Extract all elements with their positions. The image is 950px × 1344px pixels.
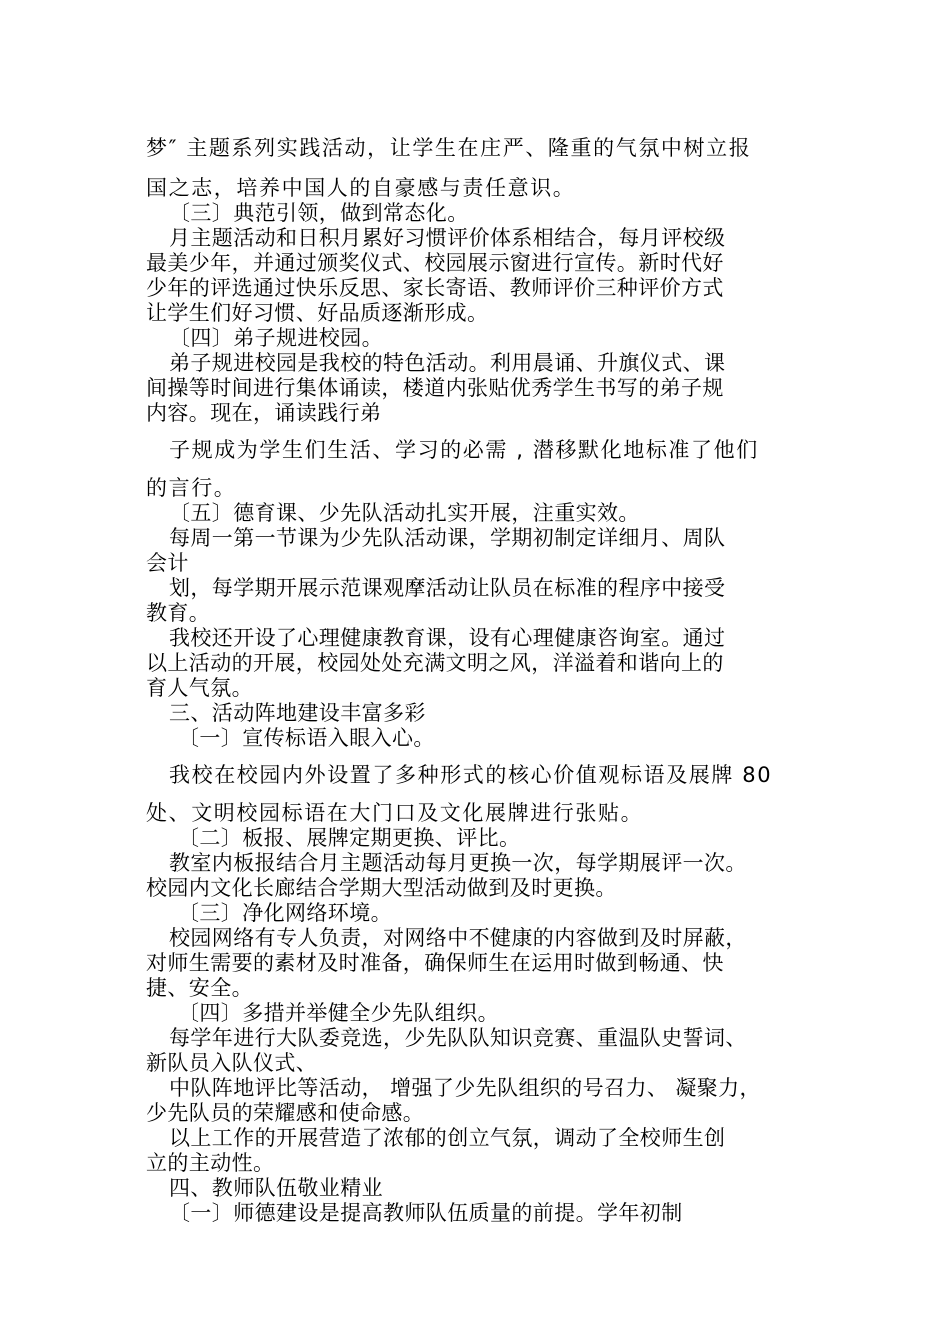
paragraph-line: 会计 xyxy=(146,551,189,575)
section-heading: 四、教师队伍敬业精业 xyxy=(169,1176,383,1200)
paragraph-line: 划，每学期开展示范课观摩活动让队员在标准的程序中接受 xyxy=(169,576,726,600)
paragraph-line: 我校还开设了心理健康教育课，设有心理健康咨询室。通过 xyxy=(169,626,726,650)
paragraph-line: 梦″ 主题系列实践活动，让学生在庄严、隆重的气氛中树立报 xyxy=(146,136,752,160)
section-heading: 〔四〕多措并举健全少先队组织。 xyxy=(178,1001,499,1025)
paragraph-line: 以上活动的开展，校园处处充满文明之风，洋溢着和谐向上的 xyxy=(146,651,724,675)
paragraph-line: 少先队员的荣耀感和使命感。 xyxy=(146,1101,425,1125)
paragraph-line: 每周一第一节课为少先队活动课，学期初制定详细月、周队 xyxy=(169,526,726,550)
section-heading: 三、活动阵地建设丰富多彩 xyxy=(169,701,426,725)
paragraph-line: 子规成为学生们生活、学习的必需 , 潜移默化地标准了他们 xyxy=(169,438,759,462)
paragraph-line: 我校在校园内外设置了多种形式的核心价值观标语及展牌 80 xyxy=(169,763,773,787)
paragraph-line: 月主题活动和日积月累好习惯评价体系相结合，每月评校级 xyxy=(169,226,726,250)
paragraph-line: 捷、安全。 xyxy=(146,976,253,1000)
paragraph-line: 中队阵地评比等活动， 增强了少先队组织的号召力、 凝聚力， xyxy=(169,1076,761,1100)
paragraph-line: 间操等时间进行集体诵读，楼道内张贴优秀学生书写的弟子规 xyxy=(146,376,724,400)
paragraph-line: 校园网络有专人负责，对网络中不健康的内容做到及时屏蔽， xyxy=(169,926,747,950)
paragraph-line: 内容。现在，诵读践行弟 xyxy=(146,401,382,425)
paragraph-line: 立的主动性。 xyxy=(146,1151,275,1175)
section-heading: 〔四〕弟子规进校园。 xyxy=(169,326,383,350)
paragraph-line: 以上工作的开展营造了浓郁的创立气氛，调动了全校师生创 xyxy=(169,1126,726,1150)
section-heading: 〔一〕师德建设是提高教师队伍质量的前提。学年初制 xyxy=(169,1201,683,1225)
section-heading: 〔二〕板报、展牌定期更换、评比。 xyxy=(178,826,521,850)
paragraph-line: 每学年进行大队委竞选，少先队队知识竞赛、重温队史誓词、 xyxy=(169,1026,747,1050)
paragraph-line: 少年的评选通过快乐反思、家长寄语、教师评价三种评价方式 xyxy=(146,276,724,300)
paragraph-line: 处、文明校园标语在大门口及文化展牌进行张贴。 xyxy=(146,801,644,825)
section-heading: 〔三〕净化网络环境。 xyxy=(178,901,392,925)
paragraph-line: 教育。 xyxy=(146,601,211,625)
section-heading: 〔三〕典范引领，做到常态化。 xyxy=(169,201,469,225)
paragraph-line: 校园内文化长廊结合学期大型活动做到及时更换。 xyxy=(146,876,617,900)
paragraph-line: 弟子规进校园是我校的特色活动。利用晨诵、升旗仪式、课 xyxy=(169,351,726,375)
section-heading: 〔一〕宣传标语入眼入心。 xyxy=(178,726,435,750)
section-heading: 〔五〕德育课、少先队活动扎实开展，注重实效。 xyxy=(169,501,640,525)
paragraph-line: 的言行。 xyxy=(146,476,237,500)
paragraph-line: 国之志，培养中国人的自豪感与责任意识。 xyxy=(146,176,576,200)
paragraph-line: 新队员入队仪式、 xyxy=(146,1051,318,1075)
paragraph-line: 育人气氛。 xyxy=(146,676,253,700)
paragraph-line: 最美少年，并通过颁奖仪式、校园展示窗进行宣传。新时代好 xyxy=(146,251,724,275)
paragraph-line: 让学生们好习惯、好品质逐渐形成。 xyxy=(146,301,489,325)
paragraph-line: 教室内板报结合月主题活动每月更换一次，每学期展评一次。 xyxy=(169,851,747,875)
paragraph-line: 对师生需要的素材及时准备，确保师生在运用时做到畅通、快 xyxy=(146,951,724,975)
